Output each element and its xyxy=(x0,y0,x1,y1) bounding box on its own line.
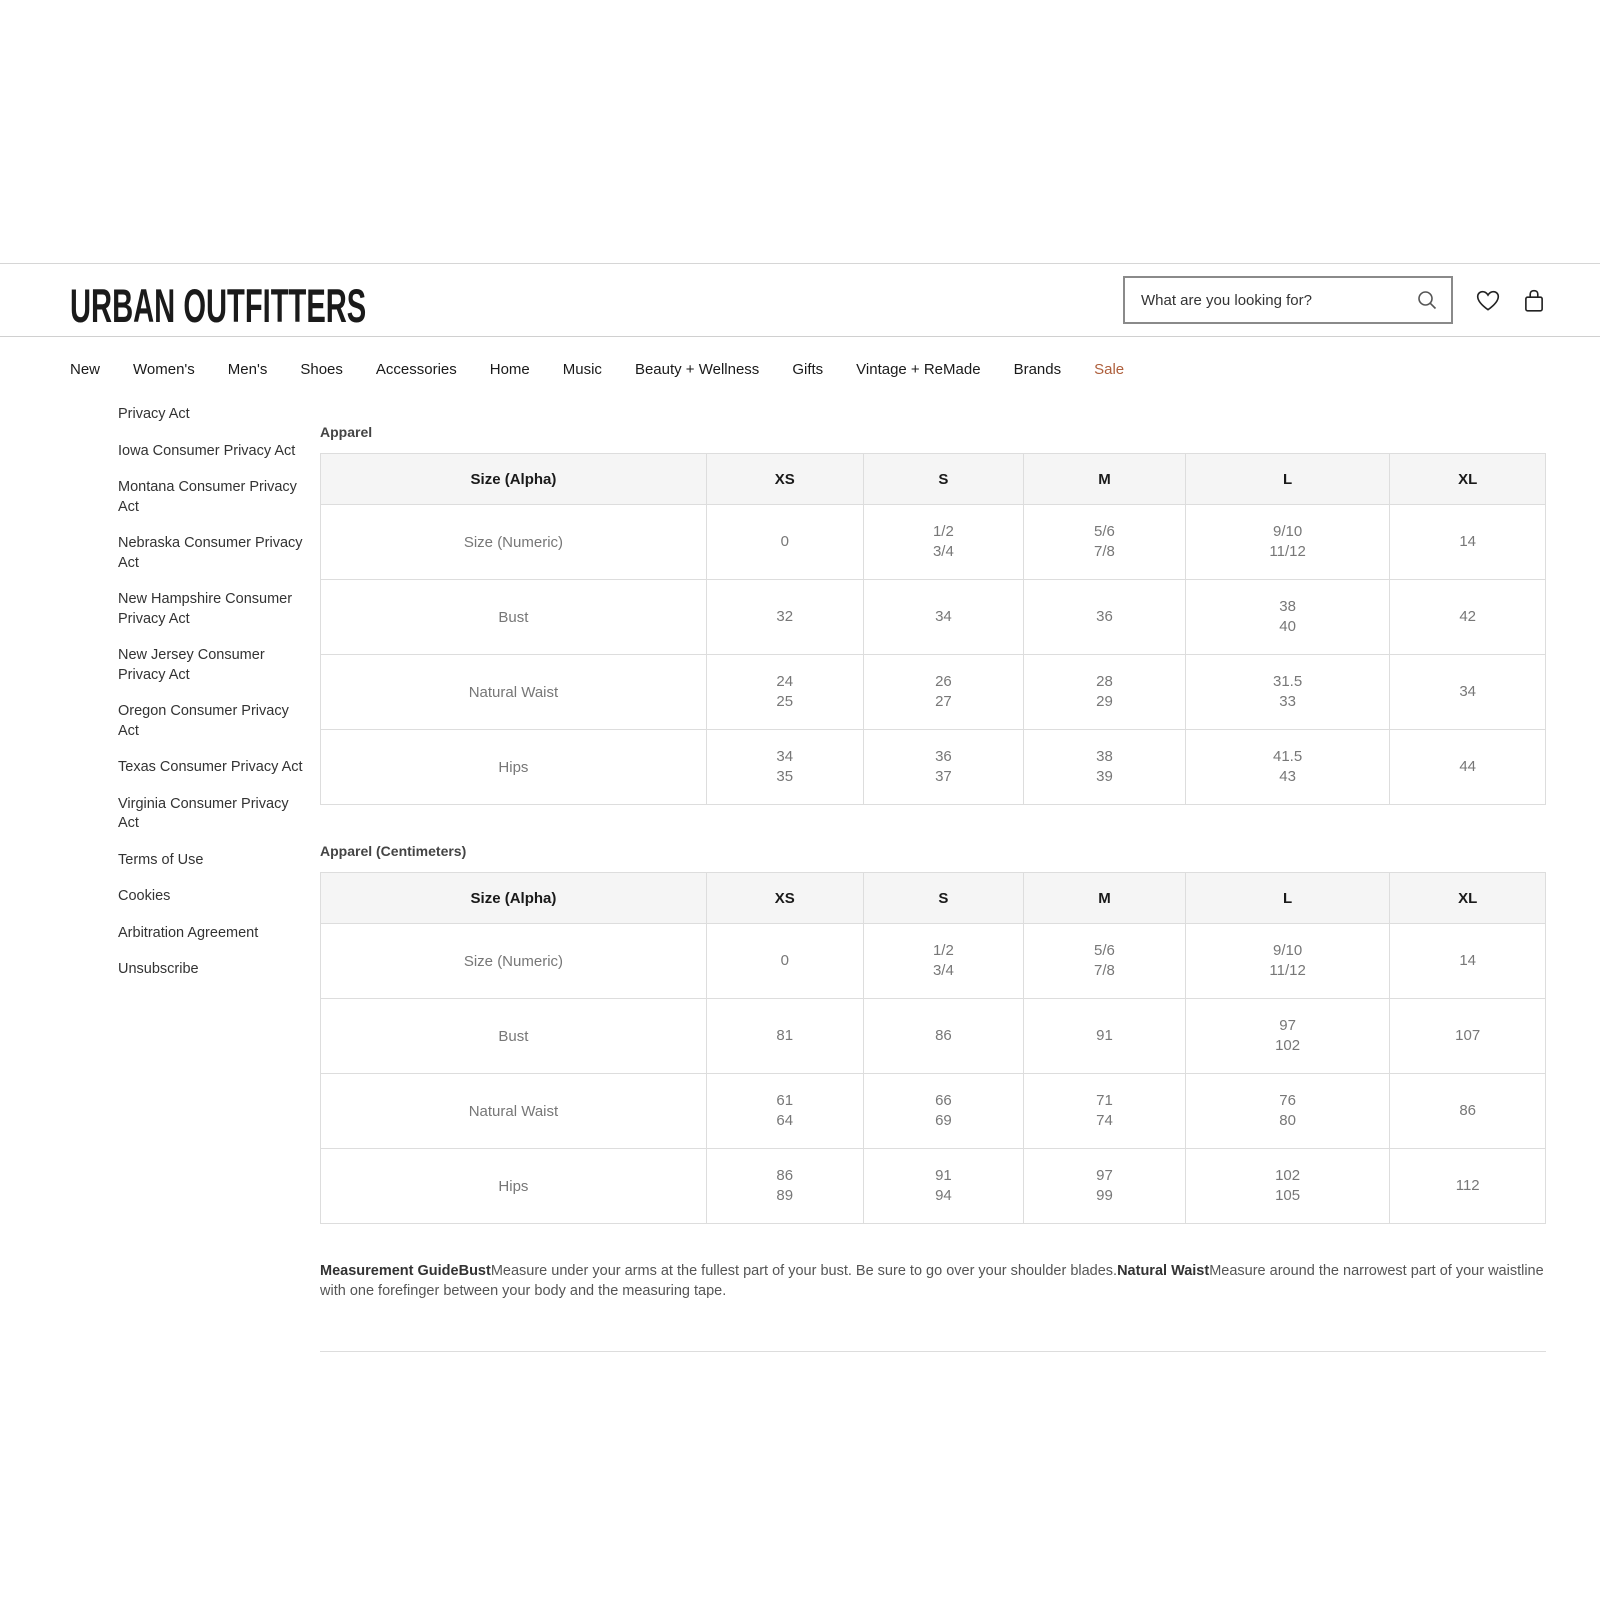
size-value-cell: 91 xyxy=(1024,999,1186,1074)
nav-item-accessories[interactable]: Accessories xyxy=(375,360,457,378)
guide-bold-segment: Measurement GuideBust xyxy=(320,1263,491,1279)
column-header-xs: XS xyxy=(706,873,863,924)
urban-outfitters-logo[interactable]: URBAN OUTFITTERS xyxy=(70,279,367,332)
size-value-cell: 86 xyxy=(1390,1074,1546,1149)
row-label: Natural Waist xyxy=(321,655,707,730)
row-label: Bust xyxy=(321,580,707,655)
table-row-size-numeric xyxy=(321,505,1546,580)
guide-bold-segment: Natural Waist xyxy=(1117,1263,1210,1279)
size-value-cell: 32 xyxy=(706,580,863,655)
size-value-cell: 36 xyxy=(1024,580,1186,655)
size-value-cell: 14 xyxy=(1390,924,1546,999)
column-header-size-alpha: Size (Alpha) xyxy=(321,454,707,505)
size-value-cell: 26 27 xyxy=(863,655,1023,730)
column-header-xs: XS xyxy=(706,454,863,505)
nav-item-men-s[interactable]: Men's xyxy=(227,360,268,378)
size-value-cell: 34 35 xyxy=(706,730,863,805)
table-row-hips xyxy=(321,1149,1546,1224)
nav-item-home[interactable]: Home xyxy=(489,360,530,378)
sidebar-link-texas-consumer-privacy-act[interactable]: Texas Consumer Privacy Act xyxy=(118,759,303,775)
site-header xyxy=(0,263,1600,337)
table-header-row xyxy=(321,454,1546,505)
size-value-cell: 86 89 xyxy=(706,1149,863,1224)
size-value-cell: 0 xyxy=(706,924,863,999)
size-value-cell: 38 39 xyxy=(1024,730,1186,805)
column-header-s: S xyxy=(863,873,1023,924)
nav-item-sale[interactable]: Sale xyxy=(1094,360,1125,378)
size-value-cell: 44 xyxy=(1390,730,1546,805)
size-value-cell: 66 69 xyxy=(863,1074,1023,1149)
size-value-cell: 31.5 33 xyxy=(1185,655,1390,730)
size-value-cell: 71 74 xyxy=(1024,1074,1186,1149)
nav-item-music[interactable]: Music xyxy=(562,360,602,378)
shopping-bag-icon[interactable] xyxy=(1521,288,1547,314)
legal-links-sidebar xyxy=(118,405,306,997)
search-icon[interactable] xyxy=(1415,288,1439,312)
sidebar-link-privacy-act[interactable]: Privacy Act xyxy=(118,406,190,422)
bottom-divider xyxy=(320,1351,1546,1352)
size-value-cell: 38 40 xyxy=(1185,580,1390,655)
row-label: Hips xyxy=(321,1149,707,1224)
table-row-natural-waist xyxy=(321,1074,1546,1149)
sidebar-link-new-jersey-consumer-privacy-act[interactable]: New Jersey Consumer Privacy Act xyxy=(118,647,265,683)
size-value-cell: 36 37 xyxy=(863,730,1023,805)
size-value-cell: 102 105 xyxy=(1185,1149,1390,1224)
size-value-cell: 61 64 xyxy=(706,1074,863,1149)
search-box[interactable] xyxy=(1123,276,1453,324)
size-value-cell: 0 xyxy=(706,505,863,580)
table-row-bust xyxy=(321,580,1546,655)
search-input[interactable] xyxy=(1141,292,1415,309)
sidebar-link-oregon-consumer-privacy-act[interactable]: Oregon Consumer Privacy Act xyxy=(118,703,289,739)
size-value-cell: 14 xyxy=(1390,505,1546,580)
size-table-apparel xyxy=(320,453,1546,805)
column-header-s: S xyxy=(863,454,1023,505)
size-value-cell: 97 102 xyxy=(1185,999,1390,1074)
nav-item-gifts[interactable]: Gifts xyxy=(792,360,824,378)
table-row-hips xyxy=(321,730,1546,805)
size-value-cell: 86 xyxy=(863,999,1023,1074)
size-value-cell: 42 xyxy=(1390,580,1546,655)
sidebar-link-virginia-consumer-privacy-act[interactable]: Virginia Consumer Privacy Act xyxy=(118,795,289,831)
nav-item-beauty-wellness[interactable]: Beauty + Wellness xyxy=(634,360,760,378)
size-value-cell: 112 xyxy=(1390,1149,1546,1224)
table-header-row xyxy=(321,873,1546,924)
nav-item-shoes[interactable]: Shoes xyxy=(300,360,343,378)
column-header-l: L xyxy=(1185,873,1390,924)
row-label: Natural Waist xyxy=(321,1074,707,1149)
column-header-m: M xyxy=(1024,873,1186,924)
column-header-xl: XL xyxy=(1390,454,1546,505)
size-value-cell: 81 xyxy=(706,999,863,1074)
size-value-cell: 24 25 xyxy=(706,655,863,730)
sidebar-link-iowa-consumer-privacy-act[interactable]: Iowa Consumer Privacy Act xyxy=(118,442,296,459)
sidebar-link-terms-of-use[interactable]: Terms of Use xyxy=(118,851,204,868)
table-row-size-numeric xyxy=(321,924,1546,999)
sidebar-link-unsubscribe[interactable]: Unsubscribe xyxy=(118,961,199,977)
table-title-apparel-centimeters: Apparel (Centimeters) xyxy=(320,843,467,859)
guide-text-segment: Measure under your arms at the fullest part of your bust. Be sure to go over your shoulder blades. xyxy=(490,1263,1118,1279)
guide-text-segment: Measure around the narrowest part of your waistline with one forefinger between your body and the measuring tape. xyxy=(320,1263,1544,1299)
size-value-cell: 5/6 7/8 xyxy=(1024,924,1186,999)
size-value-cell: 5/6 7/8 xyxy=(1024,505,1186,580)
size-value-cell: 97 99 xyxy=(1024,1149,1186,1224)
main-nav xyxy=(0,338,1600,400)
size-value-cell: 91 94 xyxy=(863,1149,1023,1224)
column-header-size-alpha: Size (Alpha) xyxy=(321,873,707,924)
table-row-natural-waist xyxy=(321,655,1546,730)
size-value-cell: 1/2 3/4 xyxy=(863,924,1023,999)
row-label: Size (Numeric) xyxy=(321,924,707,999)
table-title-apparel: Apparel xyxy=(320,424,373,440)
size-value-cell: 28 29 xyxy=(1024,655,1186,730)
row-label: Bust xyxy=(321,999,707,1074)
sidebar-link-new-hampshire-consumer-privacy-act[interactable]: New Hampshire Consumer Privacy Act xyxy=(118,591,293,627)
nav-item-vintage-remade[interactable]: Vintage + ReMade xyxy=(856,360,981,378)
nav-item-new[interactable]: New xyxy=(70,360,101,378)
nav-item-brands[interactable]: Brands xyxy=(1013,360,1062,378)
sidebar-link-arbitration-agreement[interactable]: Arbitration Agreement xyxy=(118,924,259,941)
size-value-cell: 9/10 11/12 xyxy=(1185,924,1390,999)
wishlist-heart-icon[interactable] xyxy=(1475,288,1501,314)
size-value-cell: 1/2 3/4 xyxy=(863,505,1023,580)
sidebar-link-nebraska-consumer-privacy-act[interactable]: Nebraska Consumer Privacy Act xyxy=(118,535,303,571)
size-guide-content xyxy=(320,424,1546,1352)
size-value-cell: 9/10 11/12 xyxy=(1185,505,1390,580)
column-header-m: M xyxy=(1024,454,1186,505)
measurement-guide-text xyxy=(320,1262,1546,1301)
row-label: Hips xyxy=(321,730,707,805)
column-header-xl: XL xyxy=(1390,873,1546,924)
size-value-cell: 41.5 43 xyxy=(1185,730,1390,805)
row-label: Size (Numeric) xyxy=(321,505,707,580)
size-value-cell: 34 xyxy=(863,580,1023,655)
table-row-bust xyxy=(321,999,1546,1074)
size-table-apparel-centimeters xyxy=(320,872,1546,1224)
sidebar-link-montana-consumer-privacy-act[interactable]: Montana Consumer Privacy Act xyxy=(118,479,297,515)
sidebar-link-cookies[interactable]: Cookies xyxy=(118,888,171,904)
size-value-cell: 34 xyxy=(1390,655,1546,730)
column-header-l: L xyxy=(1185,454,1390,505)
size-value-cell: 107 xyxy=(1390,999,1546,1074)
size-value-cell: 76 80 xyxy=(1185,1074,1390,1149)
nav-item-women-s[interactable]: Women's xyxy=(133,360,195,378)
